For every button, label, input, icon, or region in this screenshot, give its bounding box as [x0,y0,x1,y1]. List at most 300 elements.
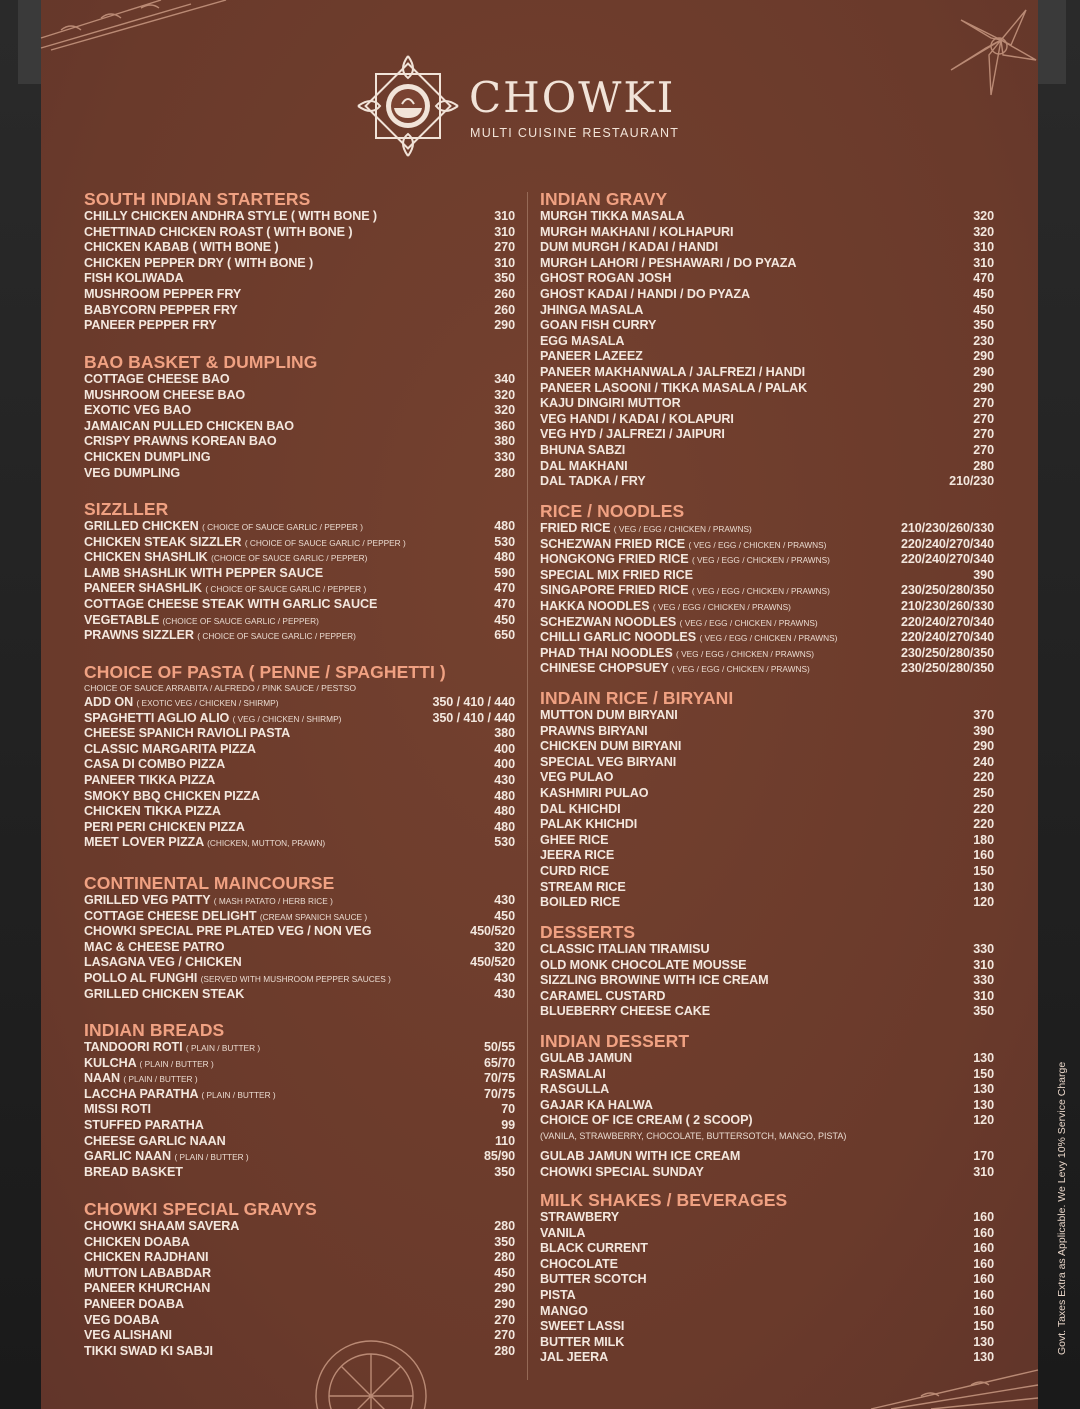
item-name: PANEER MAKHANWALA / JALFREZI / HANDI [540,364,806,379]
item-label [540,958,746,974]
item-price: 130 [973,879,994,894]
item-name: CHICKEN DUMPLING [84,449,211,464]
item-price: 220/240/270/340 [900,552,994,567]
item-price: 220/240/270/340 [900,536,994,551]
item-price: 230/250/280/350 [900,661,994,676]
menu-item [540,1098,994,1114]
item-label [84,318,217,334]
item-name: CHOWKI SPECIAL PRE PLATED VEG / NON VEG [84,924,372,939]
item-name: LASAGNA VEG / CHICKEN [84,955,242,970]
section-note: CHOICE OF SAUCE ARRABITA / ALFREDO / PINK SAUCE / PESTSO [84,683,357,693]
menu-item [540,1082,994,1098]
menu-item [540,1226,994,1242]
item-name: PRAWNS BIRYANI [540,723,648,738]
menu-item [540,349,994,365]
section-title: RICE / NOODLES [540,501,685,521]
item-label [540,459,628,475]
item-label [84,287,241,303]
item-price: 350 [494,271,515,286]
menu-item [540,240,994,256]
item-label [540,427,725,443]
menu-section [540,1191,994,1366]
item-price: 65/70 [483,1055,515,1070]
item-price: 240 [973,754,994,769]
menu-item [84,804,515,820]
item-price: 400 [494,741,515,756]
item-price: 480 [494,519,515,533]
item-price: 430 [494,772,515,787]
decorative-cinnamon-bottom-illustration [871,1360,1038,1409]
item-price: 220 [973,817,994,832]
item-name: CHOICE OF ICE CREAM ( 2 SCOOP) [540,1113,753,1128]
menu-section [540,190,994,490]
item-name: CHICKEN TIKKA PIZZA [84,804,221,819]
item-label [540,630,837,647]
menu-item [84,835,515,851]
item-name: DAL MAKHANI [540,458,628,473]
menu-section [540,923,994,1020]
item-label [540,1165,704,1181]
menu-item [84,209,515,225]
item-label [84,303,238,319]
item-name: PANEER LASOONI / TIKKA MASALA / PALAK [540,380,808,395]
item-price: 330 [973,973,994,988]
menu-card [41,0,1068,1409]
menu-item [540,427,994,443]
menu-item [540,303,994,319]
item-label [540,1226,585,1242]
menu-item [540,833,994,849]
decorative-star-anise-illustration [931,0,1038,110]
item-label [540,1335,624,1351]
item-label [540,880,626,896]
item-name: JAMAICAN PULLED CHICKEN BAO [84,418,294,433]
item-price: 220 [973,770,994,785]
item-price: 310 [973,988,994,1003]
menu-item [84,1134,515,1150]
menu-item [540,1067,994,1083]
item-price: 130 [973,1334,994,1349]
item-description: ( PLAIN / BUTTER ) [185,1043,261,1053]
item-label [84,1087,276,1104]
menu-item [84,419,515,435]
menu-item [540,864,994,880]
item-label [540,349,643,365]
item-name: CHICKEN SHASHLIK [84,550,208,565]
item-name: PRAWNS SIZZLER [84,628,194,643]
menu-item [540,630,994,646]
item-name: LACCHA PARATHA [84,1086,199,1101]
menu-item [84,535,515,551]
item-label [540,1319,624,1335]
menu-item [84,909,515,925]
menu-item [540,1304,994,1320]
menu-item [84,1266,515,1282]
item-price: 160 [973,1272,994,1287]
item-name: SCHEZWAN NOODLES [540,614,677,629]
item-name: GRILLED CHICKEN [84,519,199,533]
item-name: CHICKEN DUM BIRYANI [540,739,682,754]
item-label [84,1219,239,1235]
section-title: SOUTH INDIAN STARTERS [84,189,311,209]
menu-item [540,1350,994,1366]
item-label [84,209,377,225]
item-name: CHICKEN RAJDHANI [84,1250,209,1265]
item-name: SPAGHETTI AGLIO ALIO [84,710,230,725]
item-price: 450 [494,1265,515,1280]
item-price: 290 [973,364,994,379]
item-label [84,940,224,956]
item-label [84,695,278,712]
section-title: MILK SHAKES / BEVERAGES [540,1190,788,1210]
item-description: ( PLAIN / BUTTER ) [201,1089,276,1100]
menu-item [540,552,994,568]
menu-item [540,724,994,740]
item-price: 130 [973,1051,994,1065]
item-price: 160 [973,1256,994,1271]
item-price: 480 [494,788,515,803]
item-label [540,474,646,490]
item-name: CHOWKI SHAAM SAVERA [84,1219,240,1233]
item-label [84,1281,210,1297]
item-label [84,1056,214,1073]
item-price: 310 [973,255,994,270]
item-label [84,955,242,971]
item-label [84,1040,260,1057]
item-price: 320 [973,224,994,239]
section-title: CONTINENTAL MAINCOURSE [84,873,335,893]
item-price: 530 [494,534,515,549]
section-title: INDIAN GRAVY [540,189,668,209]
menu-item [540,209,994,225]
item-price: 120 [973,895,994,910]
item-label [84,726,290,742]
item-label [84,628,356,645]
menu-item [540,443,994,459]
item-label [540,989,665,1005]
item-price: 280 [494,465,515,480]
item-price: 230/250/280/350 [900,583,994,598]
menu-item [84,225,515,241]
item-name: GRILLED VEG PATTY [84,893,211,907]
item-name: BUTTER MILK [540,1334,625,1349]
menu-item [540,287,994,303]
menu-item [84,773,515,789]
item-label [84,225,352,241]
menu-item [84,789,515,805]
item-name: GARLIC NAAN [84,1149,172,1164]
item-label [540,1051,632,1067]
item-name: MANGO [540,1303,588,1318]
menu-item [84,581,515,597]
menu-item [84,1118,515,1134]
item-label [84,1235,190,1251]
item-label [84,566,323,582]
item-price: 270 [494,1328,515,1343]
item-price: 290 [494,1281,515,1296]
menu-item [84,1149,515,1165]
menu-item [84,1281,515,1297]
item-label [540,1067,606,1083]
item-label [540,1004,710,1020]
item-name: CRISPY PRAWNS KOREAN BAO [84,434,277,449]
item-price: 350 [494,1164,515,1179]
item-label [84,419,294,435]
menu-item [540,599,994,615]
menu-item [84,450,515,466]
item-price: 160 [973,1225,994,1240]
item-name: CHETTINAD CHICKEN ROAST ( WITH BONE ) [84,224,353,239]
menu-section [84,353,515,481]
item-name: CHEESE GARLIC NAAN [84,1133,226,1148]
menu-item [540,817,994,833]
item-label [84,1149,249,1166]
item-label [540,1304,588,1320]
item-description: (CHOICE OF SAUCE GARLIC / PEPPER) [162,615,319,626]
menu-item [84,1328,515,1344]
item-name: MAC & CHEESE PATRO [84,939,225,954]
menu-item [84,303,515,319]
item-label [540,381,807,397]
menu-item [540,708,994,724]
item-label [84,1313,159,1329]
item-description: ( CHOICE OF SAUCE GARLIC / PEPPER ) [205,584,367,595]
item-price: 450/520 [470,955,515,970]
item-label [84,1118,204,1134]
item-label [540,365,805,381]
item-label [540,848,614,864]
item-description: (CREAM SPANICH SAUCE ) [259,911,368,922]
menu-item [540,880,994,896]
menu-section [540,689,994,911]
item-name: FRIED RICE [540,521,611,535]
item-name: CLASSIC MARGARITA PIZZA [84,741,256,756]
item-price: 310 [494,209,515,223]
menu-item [84,1087,515,1103]
item-label [84,581,366,598]
item-description: ( VEG / EGG / CHICKEN / PRAWNS) [613,524,752,534]
menu-item [540,568,994,584]
item-label [84,450,210,466]
item-name: JAL JEERA [540,1350,609,1365]
item-name: COTTAGE CHEESE BAO [84,372,230,386]
item-name: PANEER KHURCHAN [84,1281,211,1296]
item-price: 160 [973,1241,994,1256]
item-label [540,615,818,632]
brand-name: CHOWKI [469,73,676,122]
item-price: 330 [494,449,515,464]
item-description: ( VEG / EGG / CHICKEN / PRAWNS) [688,539,827,550]
item-label [540,833,608,849]
item-label [540,708,678,724]
menu-section [84,190,515,334]
item-name: KULCHA [84,1055,137,1070]
menu-item [540,755,994,771]
item-price: 150 [973,863,994,878]
item-name: RASMALAI [540,1066,606,1081]
menu-item [84,613,515,629]
item-label [540,1210,619,1226]
menu-section [84,1200,515,1359]
item-label [84,1102,151,1118]
item-label [540,864,609,880]
item-description: ( VEG / EGG / CHICKEN / PRAWNS) [699,633,838,644]
column-divider [527,192,528,1380]
item-label [84,1250,208,1266]
item-label [84,466,180,482]
item-name: KAJU DINGIRI MUTTOR [540,396,681,411]
menu-item [84,519,515,535]
item-name: CHICKEN DOABA [84,1234,190,1249]
item-name: PHAD THAI NOODLES [540,645,673,660]
item-name: CHICKEN KABAB ( WITH BONE ) [84,240,279,255]
item-label [84,388,245,404]
item-price: 310 [973,240,994,255]
menu-item [84,1040,515,1056]
item-price: 350 / 410 / 440 [432,695,515,709]
item-price: 260 [494,302,515,317]
section-title: DESSERTS [540,922,636,942]
item-price: 230 [973,333,994,348]
item-name: SPECIAL VEG BIRYANI [540,754,677,769]
item-description: ( VEG / EGG / CHICKEN / PRAWNS) [676,648,815,659]
item-label [540,287,750,303]
item-price: 180 [973,832,994,847]
item-description: ( CHOICE OF SAUCE GARLIC / PEPPER ) [202,522,363,532]
item-label [540,552,830,569]
item-price: 130 [973,1097,994,1112]
menu-item [540,521,994,537]
menu-item [540,770,994,786]
item-label [540,1098,653,1114]
item-price: 70 [501,1102,515,1117]
item-price: 280 [494,1219,515,1233]
item-label [540,1257,618,1273]
item-name: DAL KHICHDI [540,801,621,816]
item-price: 360 [494,418,515,433]
item-name: EGG MASALA [540,333,625,348]
item-name: COTTAGE CHEESE DELIGHT [84,908,257,923]
menu-item [84,1344,515,1360]
item-price: 310 [494,255,515,270]
item-price: 85/90 [483,1149,515,1164]
section-title: INDIAN BREADS [84,1020,225,1040]
menu-item [540,942,994,958]
item-name: CHILLY CHICKEN ANDHRA STYLE ( WITH BONE ) [84,209,378,223]
item-name: MUTTON DUM BIRYANI [540,708,678,722]
menu-item [84,1297,515,1313]
item-price: 390 [973,723,994,738]
item-price: 99 [501,1117,515,1132]
item-label [84,893,333,910]
item-label [84,550,367,567]
menu-item [540,1051,994,1067]
item-label [84,789,260,805]
item-label [540,1149,740,1165]
item-price: 250 [973,785,994,800]
item-name: SCHEZWAN FRIED RICE [540,536,686,551]
item-label [84,773,215,789]
item-name: SPECIAL MIX FRIED RICE [540,567,693,582]
item-price: 290 [973,380,994,395]
item-name: COTTAGE CHEESE STEAK WITH GARLIC SAUCE [84,596,378,611]
menu-item [540,225,994,241]
menu-item [84,1250,515,1266]
item-name: CHEESE SPANICH RAVIOLI PASTA [84,726,291,741]
item-label [84,1344,213,1360]
item-label [540,739,681,755]
menu-item [540,786,994,802]
menu-item [540,271,994,287]
menu-item [84,742,515,758]
item-price: 110 [494,1133,515,1148]
item-price: 480 [494,819,515,834]
item-price: 260 [494,286,515,301]
item-label [540,334,624,350]
item-price: 590 [494,565,515,580]
item-price: 480 [494,804,515,819]
item-price: 270 [494,240,515,255]
menu-item [84,1056,515,1072]
menu-item [84,403,515,419]
menu-item [84,820,515,836]
item-price: 170 [973,1148,994,1163]
item-label [84,519,363,536]
menu-item [540,412,994,428]
item-price: 220 [973,801,994,816]
section-title: CHOWKI SPECIAL GRAVYS [84,1199,317,1219]
item-description: ( VEG / CHICKEN / SHIRMP) [232,713,342,724]
item-description: ( VEG / EGG / CHICKEN / PRAWNS) [691,586,830,597]
item-price: 290 [494,318,515,333]
menu-item [540,474,994,490]
item-description: (CHICKEN, MUTTON, PRAWN) [207,838,326,849]
item-description: ( VEG / EGG / CHICKEN / PRAWNS) [652,601,791,612]
item-price: 350 [973,1004,994,1019]
item-name: STREAM RICE [540,879,626,894]
menu-item [84,1313,515,1329]
item-price: 430 [494,986,515,1001]
item-name: DUM MURGH / KADAI / HANDI [540,240,719,255]
item-price: 350 [973,318,994,333]
item-price: 370 [973,708,994,722]
item-label [84,971,391,988]
menu-item [540,1241,994,1257]
menu-item [540,802,994,818]
item-label [84,987,244,1003]
menu-item [540,661,994,677]
item-name: EXOTIC VEG BAO [84,403,192,418]
item-label [84,1328,172,1344]
item-price: 270 [973,427,994,442]
item-label [84,835,325,852]
item-name: BHUNA SABZI [540,442,626,457]
item-name: VEG DUMPLING [84,465,181,480]
section-title: INDAIN RICE / BIRYANI [540,688,734,708]
item-label [540,1082,609,1098]
menu-item [84,271,515,287]
item-name: STUFFED PARATHA [84,1117,204,1132]
item-description: ( VEG / EGG / CHICKEN / PRAWNS) [691,555,830,566]
menu-item [540,739,994,755]
item-name: TIKKI SWAD KI SABJI [84,1343,213,1358]
item-name: VEG HANDI / KADAI / KOLAPURI [540,411,734,426]
item-price: 310 [973,1164,994,1179]
item-name: PERI PERI CHICKEN PIZZA [84,819,245,834]
item-label [84,535,406,552]
item-price: 450 [494,612,515,627]
item-label [540,583,830,600]
